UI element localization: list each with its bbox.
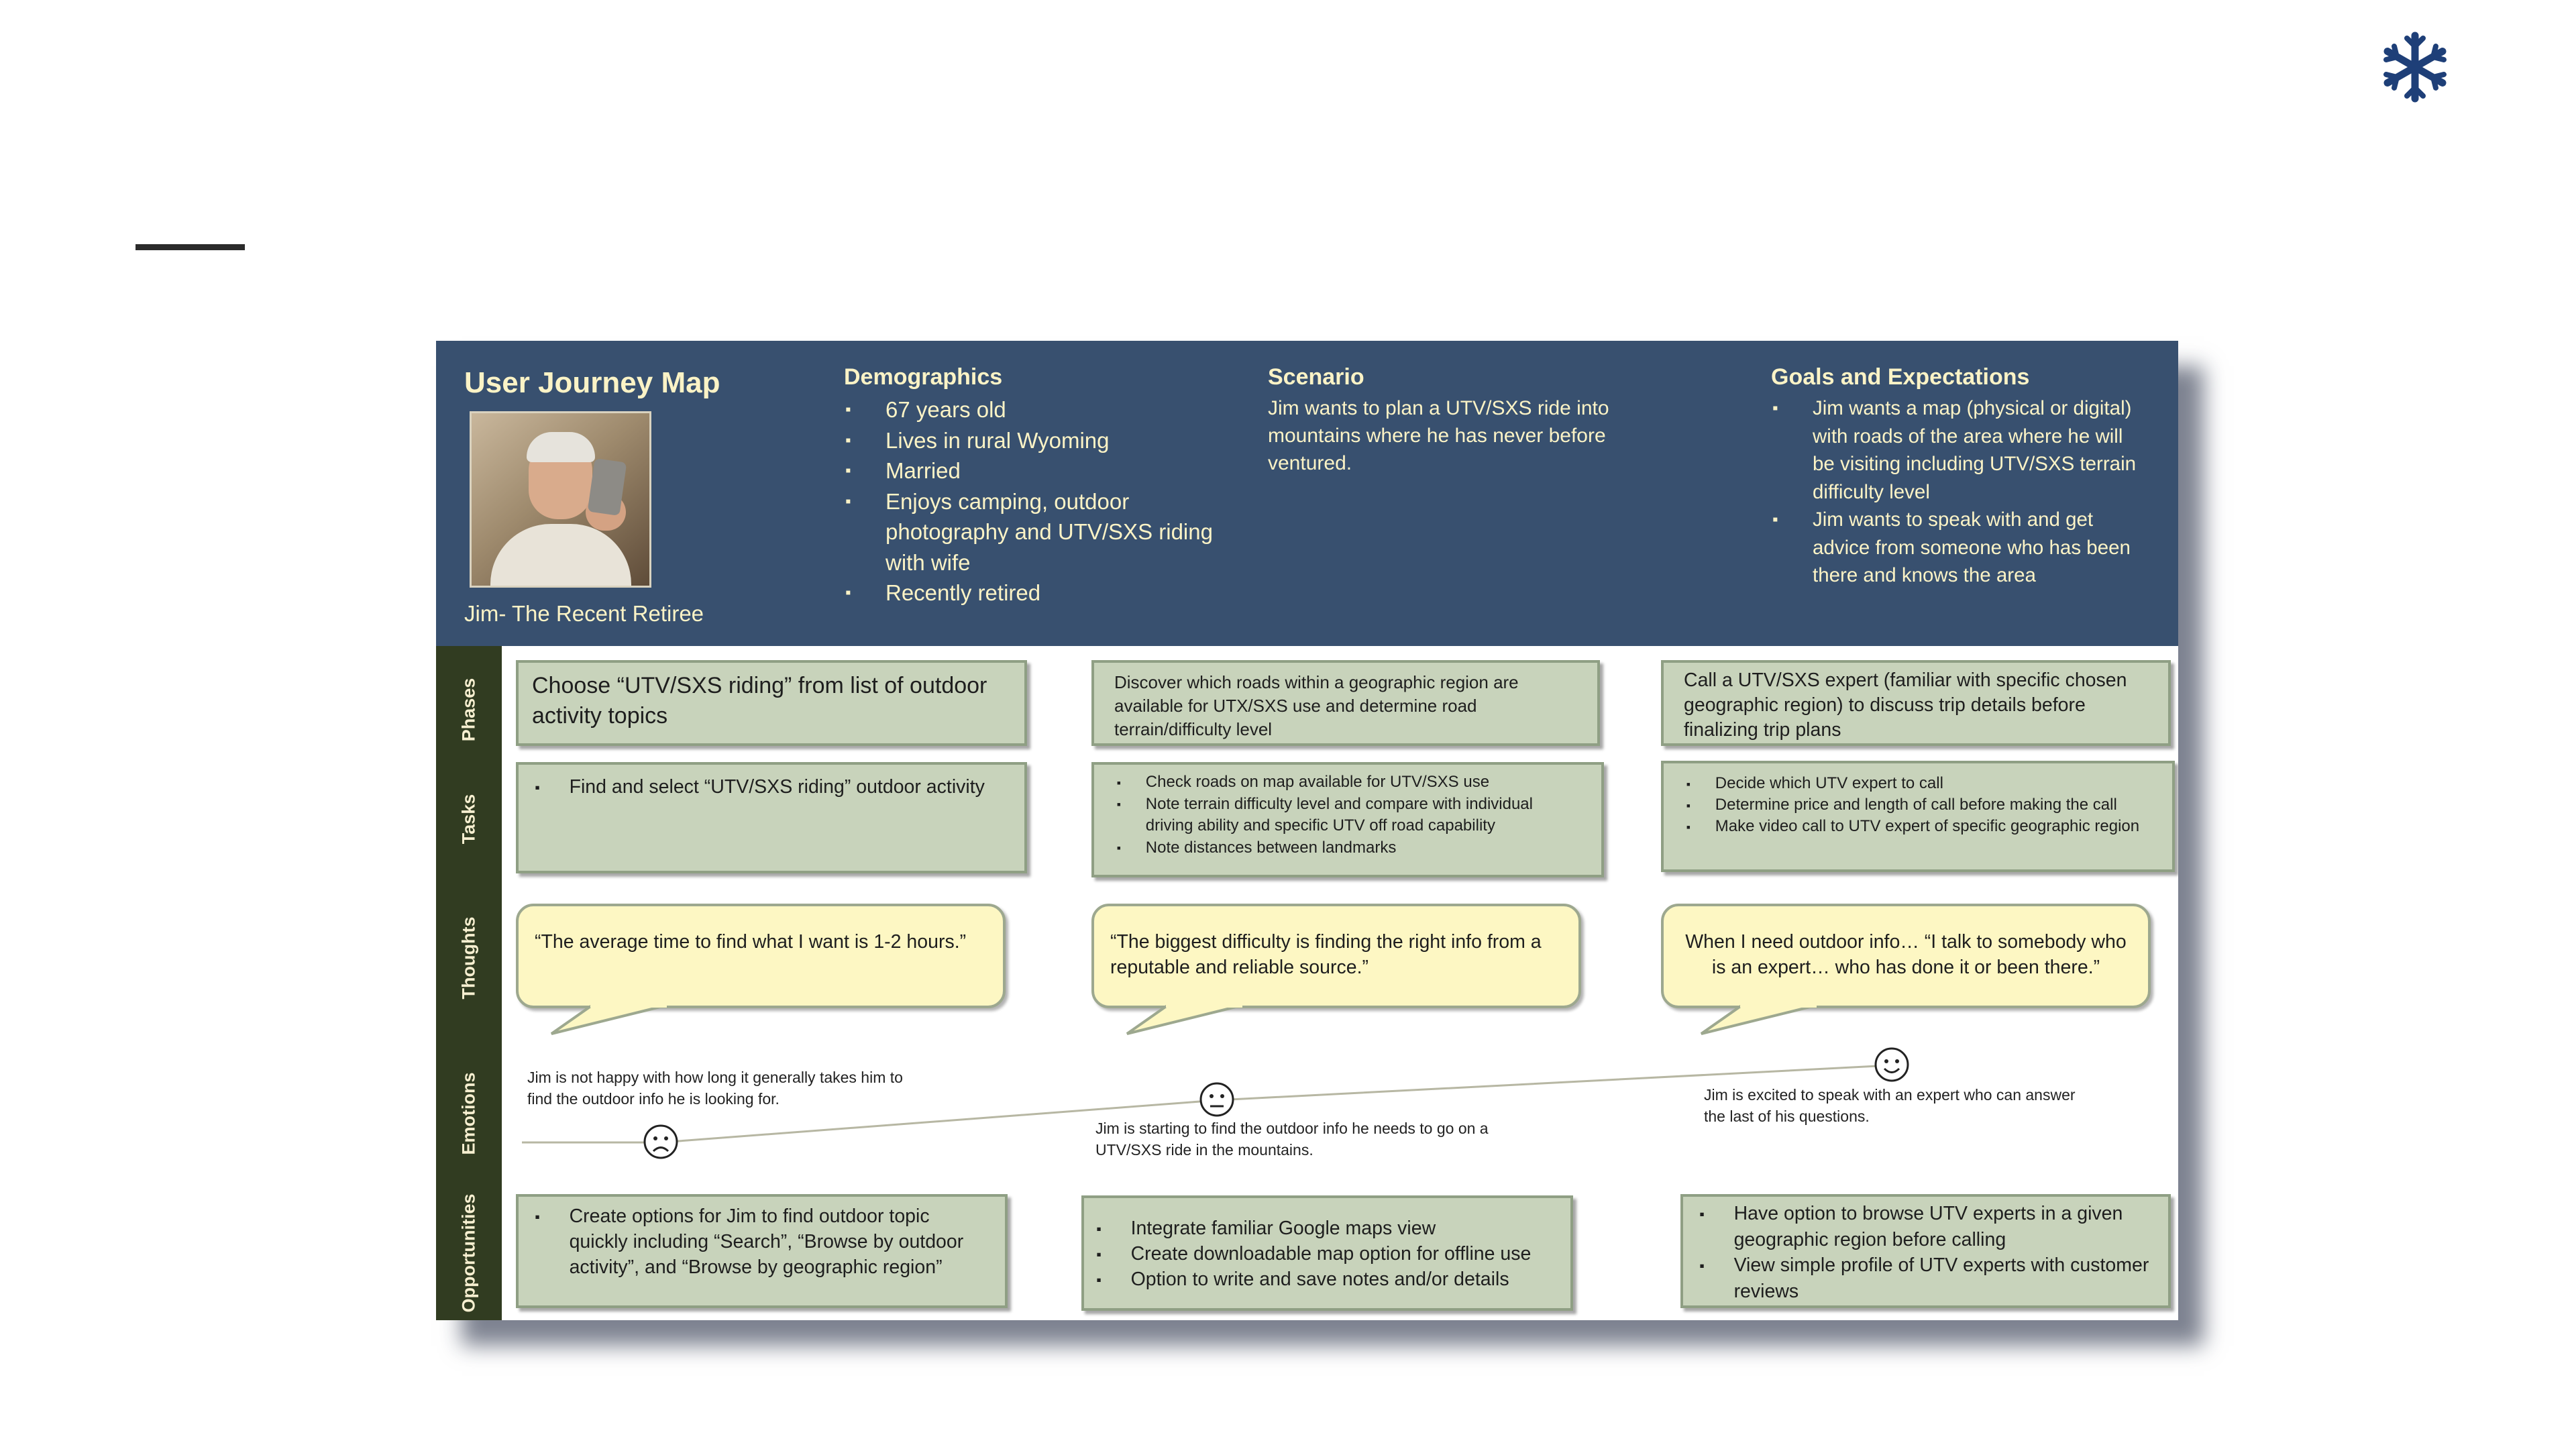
demographics-item: ▪ Lives in rural Wyoming [844, 425, 1240, 456]
row-label-thoughts: Thoughts [458, 916, 479, 1000]
task-item: ▪ Determine price and length of call before making the call [1684, 794, 2152, 816]
phase-text: Call a UTV/SXS expert (familiar with specific chosen geographic region) to discuss trip details before finalizing trip plans [1684, 669, 2127, 741]
accent-rule [136, 244, 245, 250]
goals-heading: Goals and Expectations [1771, 364, 2030, 390]
opportunity-item: ▪ View simple profile of UTV experts with customer reviews [1697, 1252, 2155, 1304]
scenario-text: Jim wants to plan a UTV/SXS ride into mountains where he has never before ventured. [1268, 397, 1609, 474]
goals-item: ▪ Jim wants to speak with and get advice from someone who has been there and knows the area [1771, 506, 2147, 590]
user-journey-map [436, 341, 2178, 1320]
row-label-emotions: Emotions [458, 1072, 479, 1155]
task-item: ▪ Find and select “UTV/SXS riding” outdoor activity [532, 774, 1011, 800]
demographics-item: ▪ 67 years old [844, 394, 1240, 425]
demographics-item: ▪ Recently retired [844, 578, 1240, 608]
emotion-curve [436, 341, 2178, 1320]
row-label-opportunities: Opportunities [458, 1193, 479, 1313]
sad-face-icon [643, 1124, 679, 1160]
opportunity-list [532, 1203, 991, 1280]
opportunity-item: ▪ Create downloadable map option for offline use [1093, 1241, 1561, 1267]
task-item: ▪ Note distances between landmarks [1114, 837, 1581, 859]
emotion-note: Jim is not happy with how long it generally takes him to find the outdoor info he is looking for. [527, 1069, 903, 1108]
task-item: ▪ Check roads on map available for UTV/SXS use [1114, 771, 1581, 794]
opportunity-list [1697, 1201, 2155, 1304]
task-item: ▪ Note terrain difficulty level and compare with individual driving ability and specific UTV off road capability [1114, 794, 1581, 837]
goals-item: ▪ Jim wants a map (physical or digital) with roads of the area where he will be visiting including UTV/SXS terrain difficulty level [1771, 394, 2147, 506]
neutral-face-icon [1199, 1081, 1235, 1118]
demographics-item: ▪ Enjoys camping, outdoor photography and UTV/SXS riding with wife [844, 486, 1240, 578]
demographics-heading: Demographics [844, 364, 1003, 390]
opportunity-list [1093, 1216, 1561, 1292]
opportunity-item: ▪ Have option to browse UTV experts in a given geographic region before calling [1697, 1201, 2155, 1252]
opportunity-item: ▪ Option to write and save notes and/or details [1093, 1267, 1561, 1292]
emotion-note: Jim is starting to find the outdoor info he needs to go on a UTV/SXS ride in the mountains. [1095, 1120, 1489, 1159]
task-item: ▪ Make video call to UTV expert of specific geographic region [1684, 816, 2152, 837]
row-label-tasks: Tasks [458, 794, 479, 845]
thought-text: “The biggest difficulty is finding the right info from a reputable and reliable source.” [1110, 931, 1542, 978]
opportunity-item: ▪ Create options for Jim to find outdoor topic quickly including “Search”, “Browse by outdoor activity”, and “Browse by geographic region” [532, 1203, 991, 1280]
snowflake-icon [2378, 30, 2452, 104]
persona-caption: Jim- The Recent Retiree [464, 601, 704, 626]
opportunity-item: ▪ Integrate familiar Google maps view [1093, 1216, 1561, 1241]
phase-text: Discover which roads within a geographic region are available for UTX/SXS use and determine road terrain/difficulty level [1114, 672, 1519, 739]
demographics-item: ▪ Married [844, 455, 1240, 486]
task-item: ▪ Decide which UTV expert to call [1684, 773, 2152, 794]
opportunity-card [1680, 1194, 2171, 1308]
opportunity-card [1081, 1195, 1573, 1311]
row-label-phases: Phases [458, 678, 479, 742]
emotion-note: Jim is excited to speak with an expert who can answer the last of his questions. [1704, 1086, 2076, 1125]
scenario-heading: Scenario [1268, 364, 1364, 390]
phase-text: Choose “UTV/SXS riding” from list of outdoor activity topics [532, 673, 987, 729]
thought-text: When I need outdoor info… “I talk to somebody who is an expert… who has done it or been there.” [1685, 931, 2127, 978]
opportunity-card [516, 1194, 1008, 1308]
happy-face-icon [1874, 1046, 1910, 1083]
map-title: User Journey Map [464, 366, 720, 399]
thought-text: “The average time to find what I want is 1-2 hours.” [535, 931, 967, 953]
